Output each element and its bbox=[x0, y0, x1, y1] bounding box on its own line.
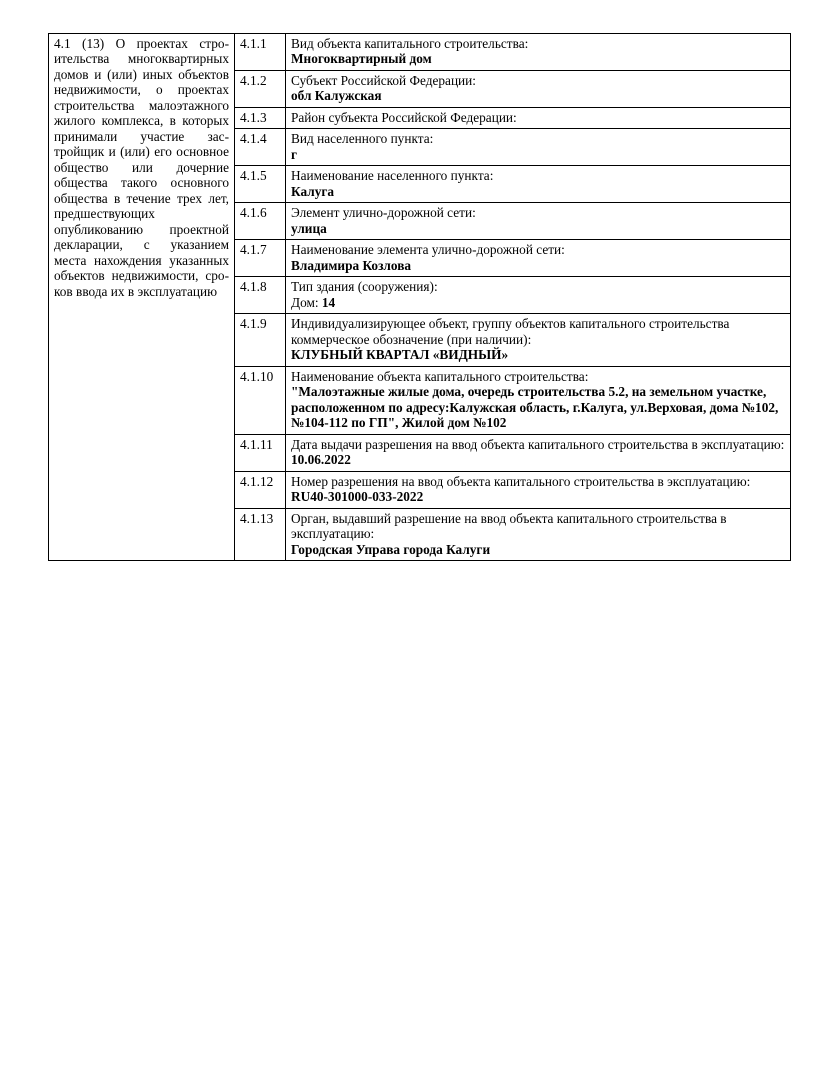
row-value: Калуга bbox=[291, 183, 335, 199]
row-code: 4.1.6 bbox=[235, 203, 286, 240]
row-code: 4.1.11 bbox=[235, 434, 286, 471]
row-value-cell bbox=[286, 277, 791, 314]
row-code: 4.1.5 bbox=[235, 166, 286, 203]
row-value-cell bbox=[286, 203, 791, 240]
row-code: 4.1.2 bbox=[235, 70, 286, 107]
row-label: Элемент улично-дорожной сети: bbox=[291, 205, 476, 221]
row-value: "Малоэтажные жилые дома, очередь строительства 5.2, на земельном участке, расположенном по адресу:Калужская область, г.Калуга, ул.Верховая, дома №102, №104-112 по ГП", Жилой дом №102 bbox=[291, 384, 779, 431]
row-sublabel-text: Дом: bbox=[291, 294, 319, 310]
row-value-cell bbox=[286, 166, 791, 203]
row-value-cell bbox=[286, 508, 791, 560]
row-value-cell bbox=[286, 240, 791, 277]
row-value: г bbox=[291, 146, 298, 162]
row-value: Многоквартирный дом bbox=[291, 51, 432, 67]
row-value: Владимира Козлова bbox=[291, 257, 412, 273]
row-value-cell bbox=[286, 314, 791, 366]
table-row bbox=[49, 34, 791, 71]
row-label: Тип здания (сооружения): bbox=[291, 279, 438, 295]
row-code: 4.1.13 bbox=[235, 508, 286, 560]
row-label: Наименование населенного пункта: bbox=[291, 168, 494, 184]
row-label: Дата выдачи разрешения на ввод объекта капитального строительства в эксплуатацию: bbox=[291, 436, 785, 452]
row-value-cell bbox=[286, 34, 791, 71]
row-label: Орган, выдавший разрешение на ввод объекта капитального строительства в эксплуатацию: bbox=[291, 510, 727, 542]
row-label: Наименование объекта капитального строительства: bbox=[291, 368, 589, 384]
row-value-cell bbox=[286, 434, 791, 471]
row-value: улица bbox=[291, 220, 327, 236]
row-value: RU40-301000-033-2022 bbox=[291, 489, 424, 505]
row-code: 4.1.12 bbox=[235, 471, 286, 508]
row-label: Вид объекта капитального строительства: bbox=[291, 36, 529, 51]
row-code: 4.1.9 bbox=[235, 314, 286, 366]
row-code: 4.1.1 bbox=[235, 34, 286, 71]
declaration-table bbox=[48, 33, 791, 561]
row-value-cell bbox=[286, 107, 791, 128]
row-value: 10.06.2022 bbox=[291, 452, 351, 468]
row-label: Субъект Российской Федерации: bbox=[291, 72, 476, 88]
row-code: 4.1.3 bbox=[235, 107, 286, 128]
row-label: Номер разрешения на ввод объекта капитального строительства в эксплуатацию: bbox=[291, 473, 751, 489]
row-value-cell bbox=[286, 70, 791, 107]
row-value-cell bbox=[286, 471, 791, 508]
row-value-cell bbox=[286, 129, 791, 166]
row-value: обл Калужская bbox=[291, 88, 382, 104]
row-label: Вид населенного пункта: bbox=[291, 131, 434, 147]
row-code: 4.1.10 bbox=[235, 366, 286, 434]
row-sublabel bbox=[291, 295, 785, 310]
row-label: Район субъекта Российской Федерации: bbox=[291, 109, 517, 125]
section-title-cell: 4.1 (13) О проектах строительства многоквартирных домов и (или) иных объектов недвижимости, о проектах строительства малоэтажного жилого комплекса, в которых принимали участие застройщик и (или) его основное общество или дочерние общества такого основного общества в течение трех лет, предшествующих опубликованию проектной декларации, с указанием места нахождения указанных объектов недвижимости, сроков ввода их в эксплуатацию bbox=[49, 34, 235, 561]
row-value: КЛУБНЫЙ КВАРТАЛ «ВИДНЫЙ» bbox=[291, 347, 509, 363]
row-code: 4.1.7 bbox=[235, 240, 286, 277]
row-value: Городская Управа города Калуги bbox=[291, 541, 491, 557]
row-code: 4.1.8 bbox=[235, 277, 286, 314]
row-label: Наименование элемента улично-дорожной сети: bbox=[291, 242, 565, 258]
row-value-cell bbox=[286, 366, 791, 434]
row-value: 14 bbox=[321, 294, 336, 310]
row-label: Индивидуализирующее объект, группу объектов капитального строительства коммерческое обозначение (при наличии): bbox=[291, 316, 730, 347]
row-code: 4.1.4 bbox=[235, 129, 286, 166]
